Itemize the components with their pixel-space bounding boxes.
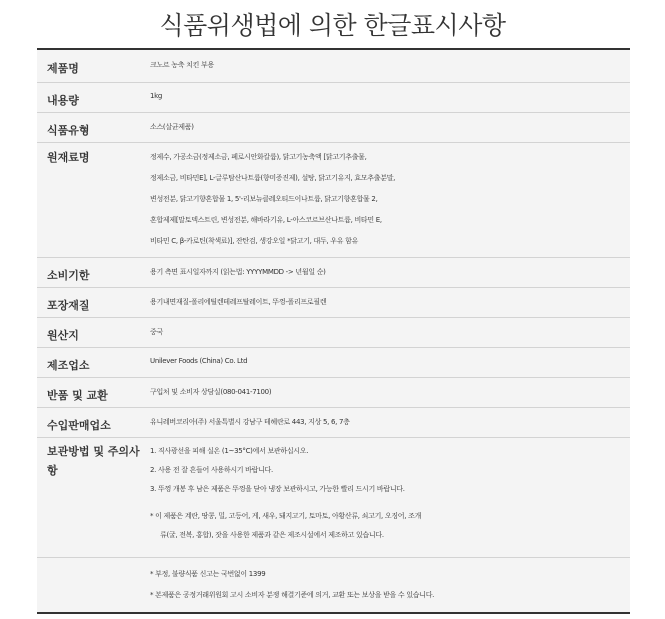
row-notices [37,558,630,612]
value-line: * 본제품은 공정거래위원회 고시 소비자 분쟁 해결기준에 의거, 교환 또는 보상을 받을 수 있습니다. [150,591,435,599]
row-label: 반품 및 교환 [47,389,108,402]
value-line: 혼합제제[말토덱스트린, 변성전분, 해바라기유, L-아스코르브산나트륨, 비타민 E, [150,216,382,224]
row-value [150,348,630,377]
row-value [150,318,630,347]
row-origin [37,318,630,348]
row-net-weight [37,83,630,113]
row-label: 수입판매업소 [47,419,111,432]
value-line: 정제소금, 비타민E], L-글루탐산나트륨(향미증진제), 설탕, 닭고기유지, 효모추출분말, [150,174,396,182]
row-food-type [37,113,630,143]
row-label: 원재료명 [47,151,90,164]
row-expiry [37,258,630,288]
value-line: Unilever Foods (China) Co. Ltd [150,357,248,365]
value-line: 1kg [150,92,163,100]
value-line: 비타민 C, β-카로틴(착색료)], 잔탄검, 생강오일 *닭고기, 대두, 우유 함유 [150,237,359,245]
value-line: 정제수, 가공소금(정제소금, 페로시안화칼륨), 닭고기농축액 [닭고기추출물, [150,153,367,161]
row-value [150,408,630,437]
row-label: 식품유형 [47,124,90,137]
row-label: 내용량 [47,94,79,107]
row-storage [37,438,630,558]
row-value [150,378,630,407]
row-manufacturer [37,348,630,378]
row-value [150,288,630,317]
row-label: 보관방법 및 주의사항 [47,445,140,477]
value-line: 1. 직사광선을 피해 실온 (1~35°C)에서 보관하십시오. [150,447,309,455]
value-line: 중국 [150,328,163,336]
value-line: 용기내면재질-폴리에틸렌테레프탈레이트, 뚜껑-폴리프로필렌 [150,298,327,306]
value-line: 용기 측면 표시일자까지 (읽는법: YYYYMMDD -> 년월일 순) [150,268,326,276]
value-line: 변성전분, 닭고기향혼합물 1, 5'-리보뉴클레오티드이나트륨, 닭고기향혼합물 2, [150,195,378,203]
value-line: 구입처 및 소비자 상담실(080-041-7100) [150,388,272,396]
row-value [150,83,630,112]
row-label [37,558,150,612]
row-ingredients [37,143,630,258]
value-line: * 이 제품은 계란, 땅콩, 밀, 고등어, 게, 새우, 돼지고기, 토마토, 아황산류, 쇠고기, 오징어, 조개 [150,512,422,520]
value-line: 소스(살균제품) [150,123,194,131]
row-packaging [37,288,630,318]
row-returns [37,378,630,408]
label-table [37,48,630,614]
row-label: 제품명 [47,62,79,75]
row-importer [37,408,630,438]
row-value [150,558,630,612]
row-value [150,438,630,557]
row-label: 소비기한 [47,269,90,282]
row-value [150,258,630,287]
row-label: 포장재질 [47,299,90,312]
row-value [150,143,630,257]
value-line: 3. 뚜껑 개봉 후 남은 제품은 뚜껑을 닫아 냉장 보관하시고, 가능한 빨리 드시기 바랍니다. [150,485,405,493]
value-line: 유니레버코리아(주) 서울특별시 강남구 테헤란로 443, 지상 5, 6, 7층 [150,418,350,426]
row-label: 원산지 [47,329,79,342]
value-line: 2. 사용 전 잘 흔들어 사용하시기 바랍니다. [150,466,273,474]
row-value [150,113,630,142]
value-line: 류(굴, 전복, 홍합), 잣을 사용한 제품과 같은 제조시설에서 제조하고 있습니다. [160,531,384,539]
row-value [150,50,630,82]
value-line: 크노르 농축 치킨 부용 [150,61,214,69]
value-line: * 부정, 불량식품 신고는 국번없이 1399 [150,570,266,578]
row-product-name [37,50,630,83]
row-label: 제조업소 [47,359,90,372]
page-title: 식품위생법에 의한 한글표시사항 [159,11,506,40]
